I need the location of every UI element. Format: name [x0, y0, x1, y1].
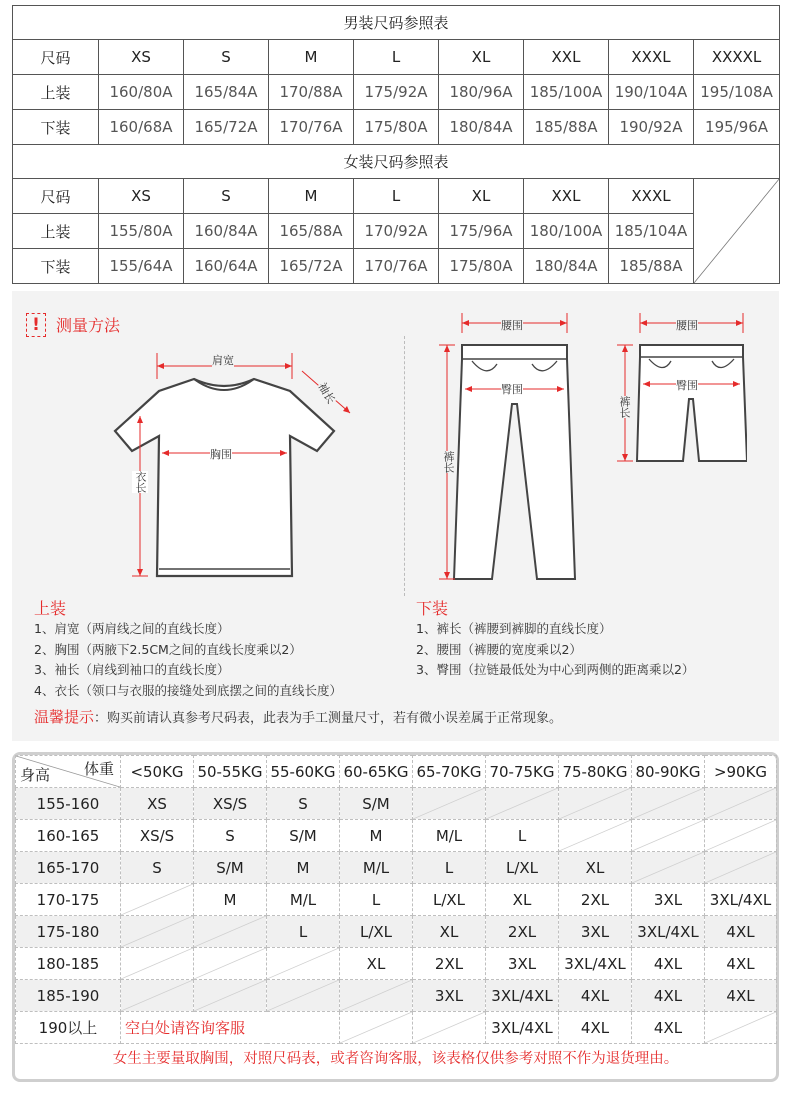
size-cell: 2XL — [486, 916, 559, 948]
women-cell: 160/64A — [184, 249, 269, 284]
empty-cell — [632, 820, 705, 852]
women-cell: 180/84A — [524, 249, 609, 284]
height-row — [16, 980, 777, 1012]
size-cell: 3XL/4XL — [705, 884, 777, 916]
size-cell: 2XL — [413, 948, 486, 980]
bottoms-rule: 3、臀围（拉链最低处为中心到两侧的距离乘以2） — [416, 662, 695, 677]
size-cell: L — [413, 852, 486, 884]
contact-service-text: 空白处请咨询客服 — [121, 1012, 340, 1044]
height-range: 160-165 — [16, 820, 121, 852]
women-bottoms-row — [13, 249, 780, 284]
empty-cell — [194, 916, 267, 948]
women-row-label: 下装 — [13, 249, 99, 284]
size-cell: M/L — [267, 884, 340, 916]
measurement-section — [12, 291, 779, 741]
tip-text: ：购买前请认真参考尺码表，此表为手工测量尺寸，若有微小误差属于正常现象。 — [94, 711, 563, 726]
bottoms-heading: 下装 — [416, 599, 449, 618]
size-chart-section — [12, 5, 779, 284]
men-table-title: 男装尺码参照表 — [13, 6, 780, 40]
size-cell: M — [340, 820, 413, 852]
men-size: L — [354, 40, 439, 75]
size-cell: 3XL/4XL — [486, 1012, 559, 1044]
height-range: 165-170 — [16, 852, 121, 884]
size-cell: 4XL — [632, 980, 705, 1012]
women-size: L — [354, 179, 439, 214]
women-cell: 155/80A — [99, 214, 184, 249]
tops-rules — [34, 619, 342, 701]
size-cell: L/XL — [486, 852, 559, 884]
height-range: 175-180 — [16, 916, 121, 948]
women-cell: 165/72A — [269, 249, 354, 284]
size-cell: L/XL — [340, 916, 413, 948]
warm-tip — [34, 706, 562, 727]
size-cell: 3XL/4XL — [486, 980, 559, 1012]
empty-cell — [267, 948, 340, 980]
women-cell: 180/100A — [524, 214, 609, 249]
body-length-label: 衣长 — [134, 471, 147, 493]
size-cell: 3XL — [632, 884, 705, 916]
men-size: XXXXL — [694, 40, 780, 75]
height-row — [16, 884, 777, 916]
women-cell: 170/76A — [354, 249, 439, 284]
women-table-title: 女装尺码参照表 — [13, 145, 780, 179]
men-cell: 170/88A — [269, 75, 354, 110]
measurement-title: 测量方法 — [56, 316, 121, 335]
size-cell: 4XL — [559, 1012, 632, 1044]
empty-cell — [194, 980, 267, 1012]
empty-cell — [705, 852, 777, 884]
recommendation-section — [12, 752, 779, 1082]
shorts-hip-label: 臀围 — [676, 379, 698, 392]
men-cell: 195/96A — [694, 110, 780, 145]
size-cell: S — [267, 788, 340, 820]
women-cell: 165/88A — [269, 214, 354, 249]
height-range: 190以上 — [16, 1012, 121, 1044]
size-cell: XS/S — [194, 788, 267, 820]
size-cell: M/L — [413, 820, 486, 852]
size-cell: XL — [486, 884, 559, 916]
tops-rule: 2、胸围（两腋下2.5CM之间的直线长度乘以2） — [34, 641, 302, 657]
men-cell: 190/92A — [609, 110, 694, 145]
size-cell: 3XL — [486, 948, 559, 980]
height-range: 180-185 — [16, 948, 121, 980]
weight-range: 80-90KG — [632, 756, 705, 788]
women-cell: 185/88A — [609, 249, 694, 284]
empty-cell — [486, 788, 559, 820]
size-cell: 4XL — [632, 1012, 705, 1044]
height-row — [16, 820, 777, 852]
men-header-row — [13, 40, 780, 75]
women-cell: 175/80A — [439, 249, 524, 284]
size-cell: S — [194, 820, 267, 852]
men-row-label: 上装 — [13, 75, 99, 110]
weight-range: 50-55KG — [194, 756, 267, 788]
weight-range: 70-75KG — [486, 756, 559, 788]
tshirt-diagram — [112, 341, 362, 591]
weight-range: 65-70KG — [413, 756, 486, 788]
size-cell: S/M — [194, 852, 267, 884]
tops-rule: 4、衣长（领口与衣服的接缝处到底摆之间的直线长度） — [34, 682, 342, 698]
weight-range: >90KG — [705, 756, 777, 788]
men-size: XXL — [524, 40, 609, 75]
height-axis-label: 身高 — [20, 766, 51, 784]
women-size: XL — [439, 179, 524, 214]
height-row — [16, 1012, 777, 1044]
size-cell: S — [121, 852, 194, 884]
empty-cell — [705, 788, 777, 820]
size-cell: XS — [121, 788, 194, 820]
size-cell: 4XL — [632, 948, 705, 980]
empty-cell — [121, 916, 194, 948]
women-row-label: 上装 — [13, 214, 99, 249]
tops-rule: 3、袖长（肩线到袖口的直线长度） — [34, 662, 230, 677]
height-row — [16, 852, 777, 884]
size-cell: 4XL — [705, 980, 777, 1012]
weight-header-row — [16, 756, 777, 788]
shorts-length-label: 裤长 — [618, 396, 631, 418]
size-cell: 3XL/4XL — [559, 948, 632, 980]
men-cell: 160/80A — [99, 75, 184, 110]
men-size-table — [12, 5, 780, 284]
empty-cell — [705, 820, 777, 852]
size-cell: L — [267, 916, 340, 948]
men-cell: 170/76A — [269, 110, 354, 145]
men-cell: 190/104A — [609, 75, 694, 110]
men-cell: 165/84A — [184, 75, 269, 110]
weight-axis-label: 体重 — [83, 760, 114, 778]
men-row-label: 下装 — [13, 110, 99, 145]
empty-cell — [267, 980, 340, 1012]
weight-range: 60-65KG — [340, 756, 413, 788]
size-cell: 2XL — [559, 884, 632, 916]
height-row — [16, 788, 777, 820]
pants-hip-label: 臀围 — [501, 383, 523, 396]
empty-cell — [632, 852, 705, 884]
size-cell: L/XL — [413, 884, 486, 916]
men-cell: 175/80A — [354, 110, 439, 145]
height-range: 170-175 — [16, 884, 121, 916]
size-cell: 3XL/4XL — [632, 916, 705, 948]
women-size-label: 尺码 — [13, 179, 99, 214]
men-cell: 185/88A — [524, 110, 609, 145]
size-cell: L — [486, 820, 559, 852]
size-cell: 4XL — [559, 980, 632, 1012]
footer-note: 女生主要量取胸围，对照尺码表，或者咨询客服，该表格仅供参考对照不作为退货理由。 — [112, 1051, 679, 1067]
empty-cell — [194, 948, 267, 980]
men-bottoms-row — [13, 110, 780, 145]
men-cell: 160/68A — [99, 110, 184, 145]
men-size-label: 尺码 — [13, 40, 99, 75]
empty-cell — [340, 980, 413, 1012]
height-row — [16, 948, 777, 980]
size-cell: M/L — [340, 852, 413, 884]
size-cell: XL — [559, 852, 632, 884]
dashed-divider — [404, 336, 405, 596]
men-tops-row — [13, 75, 780, 110]
height-range: 155-160 — [16, 788, 121, 820]
bottoms-rule: 1、裤长（裤腰到裤脚的直线长度） — [416, 621, 612, 636]
size-cell: XL — [340, 948, 413, 980]
women-header-row — [13, 179, 780, 214]
women-size: XXL — [524, 179, 609, 214]
women-cell: 175/96A — [439, 214, 524, 249]
sleeve-label: 袖长 — [315, 380, 338, 407]
empty-cell — [121, 948, 194, 980]
size-cell: L — [340, 884, 413, 916]
men-size: M — [269, 40, 354, 75]
empty-cell — [121, 980, 194, 1012]
men-cell: 180/96A — [439, 75, 524, 110]
men-cell: 165/72A — [184, 110, 269, 145]
size-cell: XS/S — [121, 820, 194, 852]
tops-rule: 1、肩宽（两肩线之间的直线长度） — [34, 621, 230, 636]
men-cell: 195/108A — [694, 75, 780, 110]
empty-cell — [632, 788, 705, 820]
bottoms-rules — [416, 619, 694, 681]
weight-range: 55-60KG — [267, 756, 340, 788]
size-cell: S/M — [340, 788, 413, 820]
warning-icon: ! — [26, 313, 46, 337]
women-cell: 170/92A — [354, 214, 439, 249]
pants-length-label: 裤长 — [442, 451, 455, 473]
women-size: S — [184, 179, 269, 214]
women-tops-row — [13, 214, 780, 249]
size-cell: 4XL — [705, 916, 777, 948]
shoulder-label: 肩宽 — [212, 354, 234, 367]
empty-cell — [413, 1012, 486, 1044]
size-cell: M — [267, 852, 340, 884]
men-size: S — [184, 40, 269, 75]
tops-heading: 上装 — [34, 599, 67, 618]
women-size: M — [269, 179, 354, 214]
pants-waist-label: 腰围 — [501, 319, 523, 332]
empty-cell — [340, 1012, 413, 1044]
empty-cell — [705, 1012, 777, 1044]
height-row — [16, 916, 777, 948]
weight-range: <50KG — [121, 756, 194, 788]
men-cell: 175/92A — [354, 75, 439, 110]
size-cell: M — [194, 884, 267, 916]
women-cell: 160/84A — [184, 214, 269, 249]
men-size: XS — [99, 40, 184, 75]
empty-cell — [559, 788, 632, 820]
height-range: 185-190 — [16, 980, 121, 1012]
size-cell: XL — [413, 916, 486, 948]
empty-diagonal-cell — [694, 179, 780, 284]
size-cell: 3XL — [559, 916, 632, 948]
empty-cell — [413, 788, 486, 820]
size-cell: S/M — [267, 820, 340, 852]
men-cell: 185/100A — [524, 75, 609, 110]
height-weight-table — [15, 755, 777, 1044]
men-cell: 180/84A — [439, 110, 524, 145]
tip-label: 温馨提示 — [34, 708, 95, 726]
weight-range: 75-80KG — [559, 756, 632, 788]
shorts-waist-label: 腰围 — [676, 319, 698, 332]
size-cell: 3XL — [413, 980, 486, 1012]
women-size: XXXL — [609, 179, 694, 214]
women-cell: 185/104A — [609, 214, 694, 249]
empty-cell — [121, 884, 194, 916]
size-cell: 4XL — [705, 948, 777, 980]
men-size: XL — [439, 40, 524, 75]
corner-cell — [16, 756, 121, 788]
women-size: XS — [99, 179, 184, 214]
empty-cell — [559, 820, 632, 852]
bottoms-rule: 2、腰围（裤腰的宽度乘以2） — [416, 641, 582, 657]
chest-label: 胸围 — [210, 448, 232, 461]
women-cell: 155/64A — [99, 249, 184, 284]
men-size: XXXL — [609, 40, 694, 75]
